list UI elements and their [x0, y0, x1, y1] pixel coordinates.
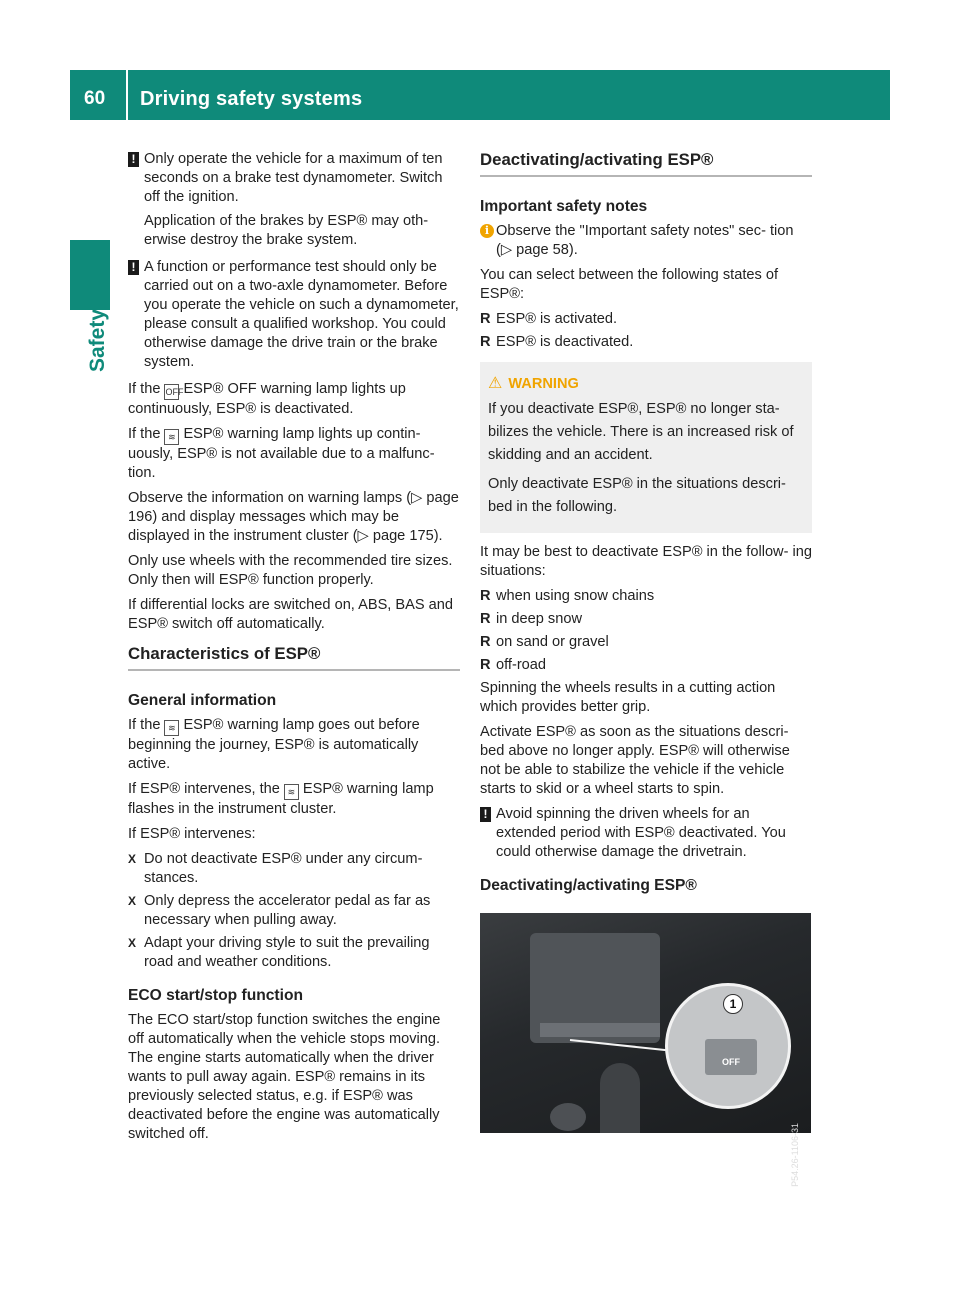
- esp-lamp-icon: ≋: [164, 720, 179, 736]
- bullet-icon: R: [480, 634, 491, 650]
- esp-lamp-icon: ≋: [164, 429, 179, 445]
- info-note: i Observe the "Important safety notes" sec- tion (▷ page 58).: [480, 222, 812, 260]
- side-label: Safety: [86, 308, 109, 372]
- warning-text: If you deactivate ESP®, ESP® no longer sta- bilizes the vehicle. There is an increased risk of skidding and an accident.: [488, 401, 794, 463]
- paragraph-lamp-goes-out: If the ≋ ESP® warning lamp goes out before beginning the journey, ESP® is automatically active.: [128, 717, 420, 772]
- dashboard-photo: [480, 913, 811, 1187]
- exclamation-icon: !: [480, 807, 491, 822]
- list-item: R when using snow chains: [480, 588, 655, 604]
- bullet-icon: R: [480, 588, 491, 604]
- list-item: R on sand or gravel: [480, 634, 609, 650]
- note-dynamometer-axle: [128, 258, 460, 372]
- list-item: R in deep snow: [480, 611, 583, 627]
- esp-off-button-icon: OFF: [705, 1039, 757, 1075]
- step-item: X Adapt your driving style to suit the prevailing road and weather conditions.: [128, 935, 430, 970]
- heading-general-information: General information: [128, 692, 277, 709]
- paragraph-activate: Activate ESP® as soon as the situations descri- bed above no longer apply. ESP® will otherwise not be able to stabilize the vehicle if the vehicle starts to skid or a wheel starts to spin.: [480, 724, 790, 797]
- step-item: X Only depress the accelerator pedal as far as necessary when pulling away.: [128, 893, 431, 928]
- warning-triangle-icon: ⚠: [488, 375, 503, 392]
- header-divider: [126, 70, 128, 120]
- exclamation-icon: !: [128, 152, 139, 167]
- heading-eco-start-stop: ECO start/stop function: [128, 987, 303, 1004]
- heading-characteristics: Characteristics of ESP®: [128, 644, 460, 671]
- warning-text: Only deactivate ESP® in the situations descri- bed in the following.: [488, 476, 786, 515]
- paragraph-wheels: Only use wheels with the recommended tire sizes. Only then will ESP® function properly.: [128, 553, 453, 588]
- paragraph-esp-intervenes: If ESP® intervenes, the ≋ ESP® warning lamp flashes in the instrument cluster.: [128, 781, 434, 817]
- heading-important-safety-notes: Important safety notes: [480, 198, 648, 215]
- paragraph-states: You can select between the following states of ESP®:: [480, 267, 779, 302]
- bullet-icon: R: [480, 657, 491, 673]
- note-text: Application of the brakes by ESP® may oth- erwise destroy the brake system.: [144, 213, 429, 248]
- warning-title: ⚠ WARNING: [488, 375, 579, 392]
- header-title: Driving safety systems: [140, 88, 363, 110]
- note-dynamometer-time: [128, 150, 460, 250]
- esp-off-lamp-icon: OFF: [164, 384, 179, 400]
- list-item: R ESP® is deactivated.: [480, 334, 634, 350]
- note-text: Only operate the vehicle for a maximum of ten seconds on a brake test dynamometer. Switch off the ignition.: [144, 151, 443, 205]
- side-tab: [70, 240, 110, 310]
- callout-number: 1: [723, 994, 743, 1014]
- warning-box: [480, 362, 812, 533]
- control-knob: [550, 1103, 586, 1131]
- heading-deactivating-esp: Deactivating/activating ESP®: [480, 150, 812, 177]
- info-icon: i: [480, 224, 494, 238]
- left-column: [128, 150, 460, 1150]
- paragraph-if-intervenes: If ESP® intervenes:: [128, 826, 256, 842]
- paragraph-esp-lamp: If the ≋ ESP® warning lamp lights up contin- uously, ESP® is not available due to a malfunc- tion.: [128, 426, 435, 481]
- note-text: Avoid spinning the driven wheels for an extended period with ESP® deactivated. You could otherwise damage the drivetrain.: [496, 806, 786, 860]
- step-arrow-icon: X: [128, 894, 137, 908]
- step-arrow-icon: X: [128, 936, 137, 950]
- exclamation-icon: !: [128, 260, 139, 275]
- step-arrow-icon: X: [128, 852, 137, 866]
- step-item: X Do not deactivate ESP® under any circum- stances.: [128, 851, 423, 886]
- photo-code: P54.26-1106-31: [790, 1123, 800, 1187]
- gear-lever: [600, 1063, 640, 1133]
- heading-deactivating-esp-2: Deactivating/activating ESP®: [480, 877, 697, 894]
- paragraph-esp-off-lamp: If the OFFESP® OFF warning lamp lights up continuously, ESP® is deactivated.: [128, 381, 406, 417]
- bullet-icon: R: [480, 334, 491, 350]
- list-item: R ESP® is activated.: [480, 311, 618, 327]
- paragraph-best-to-deactivate: It may be best to deactivate ESP® in the follow- ing situations:: [480, 544, 812, 579]
- note-drivetrain: [480, 805, 812, 862]
- paragraph-observe: Observe the information on warning lamps (▷ page 196) and display messages which may be displayed in the instrument cluster (▷ page 175).: [128, 490, 459, 544]
- bullet-icon: R: [480, 611, 491, 627]
- esp-lamp-icon: ≋: [284, 784, 299, 800]
- bullet-icon: R: [480, 311, 491, 327]
- paragraph-eco: The ECO start/stop function switches the engine off automatically when the vehicle stops moving. The engine starts automatically when the driver wants to pull away again. ESP® remains in its previously selected status, e.g. if ESP® was deactivated before the engine was automatically switched off.: [128, 1012, 441, 1142]
- paragraph-spinning: Spinning the wheels results in a cutting action which provides better grip.: [480, 680, 776, 715]
- console-button-row: [540, 1023, 660, 1037]
- note-text: A function or performance test should only be carried out on a two-axle dynamometer. Before you operate the vehicle on such a dynamometer, please consult a qualified workshop. You could otherwise damage the drive train or the brake system.: [144, 259, 459, 370]
- list-item: R off-road: [480, 657, 547, 673]
- right-column: [480, 150, 812, 1187]
- page-number: 60: [84, 88, 106, 109]
- paragraph-differential: If differential locks are switched on, ABS, BAS and ESP® switch off automatically.: [128, 597, 454, 632]
